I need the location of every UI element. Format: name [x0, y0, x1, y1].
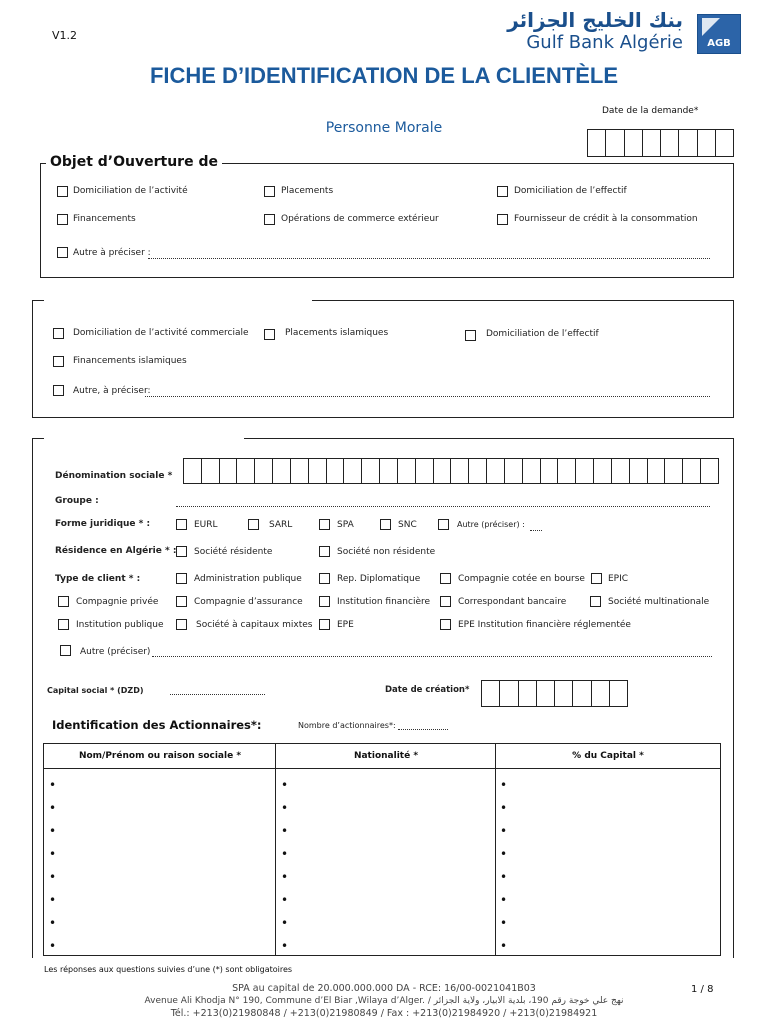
table-row-bullet: •	[500, 801, 508, 815]
type-client-label: Type de client * :	[55, 574, 141, 584]
section-objet-title: Objet d’Ouverture de	[46, 154, 222, 170]
table-row-bullet: •	[49, 778, 57, 792]
table-row-bullet: •	[49, 870, 57, 884]
label-forme-autre: Autre (préciser) :	[457, 520, 525, 529]
footer-phone-line: Tél.: +213(0)21980848 / +213(0)21980849 / Fax : +213(0)21984920 / +213(0)21984921	[170, 1008, 598, 1019]
forme-juridique-label: Forme juridique * :	[55, 519, 151, 529]
table-row-bullet: •	[281, 801, 289, 815]
autre-2-input[interactable]	[145, 396, 710, 397]
footer-capital-line: SPA au capital de 20.000.000.000 DA - RCE: 16/00-0021041B03	[232, 983, 536, 994]
footer-mandatory-note: Les réponses aux questions suivies d’une (*) sont obligatoires	[44, 965, 293, 974]
label-financements: Financements	[73, 214, 136, 224]
checkbox-epic[interactable]	[591, 573, 602, 584]
label-compagnie-privee: Compagnie privée	[76, 597, 159, 607]
checkbox-eurl[interactable]	[176, 519, 187, 530]
groupe-label: Groupe :	[55, 496, 99, 506]
checkbox-epe[interactable]	[319, 619, 330, 630]
capital-input[interactable]	[170, 694, 265, 695]
table-row-bullet: •	[500, 847, 508, 861]
label-correspondant-bancaire: Correspondant bancaire	[458, 597, 567, 607]
checkbox-societe-non-residente[interactable]	[319, 546, 330, 557]
table-row-bullet: •	[49, 916, 57, 930]
table-row-bullet: •	[281, 847, 289, 861]
table-row-bullet: •	[281, 893, 289, 907]
section-islamique-title-gap	[44, 298, 312, 303]
actionnaires-table	[43, 743, 721, 956]
checkbox-societe-residente[interactable]	[176, 546, 187, 557]
table-row-bullet: •	[281, 824, 289, 838]
page-subtitle: Personne Morale	[325, 120, 443, 136]
page-number: 1 / 8	[691, 984, 714, 995]
table-row-bullet: •	[49, 824, 57, 838]
table-row-bullet: •	[49, 801, 57, 815]
checkbox-compagnie-assurance[interactable]	[176, 596, 187, 607]
checkbox-domiciliation-effectif[interactable]	[497, 186, 508, 197]
checkbox-compagnie-privee[interactable]	[58, 596, 69, 607]
label-domiciliation-effectif-2: Domiciliation de l’effectif	[486, 329, 599, 339]
checkbox-commerce-exterieur[interactable]	[264, 214, 275, 225]
table-header-nom: Nom/Prénom ou raison sociale *	[44, 744, 276, 769]
checkbox-placements-islamiques[interactable]	[264, 329, 275, 340]
label-societe-non-residente: Société non résidente	[337, 547, 436, 557]
label-domiciliation-commerciale: Domiciliation de l’activité commerciale	[73, 328, 249, 338]
date-creation-field[interactable]	[481, 680, 628, 707]
checkbox-financements[interactable]	[57, 214, 68, 225]
checkbox-financements-islamiques[interactable]	[53, 356, 64, 367]
checkbox-forme-autre[interactable]	[438, 519, 449, 530]
checkbox-snc[interactable]	[380, 519, 391, 530]
checkbox-rep-diplomatique[interactable]	[319, 573, 330, 584]
table-row-bullet: •	[500, 916, 508, 930]
checkbox-domiciliation-activite[interactable]	[57, 186, 68, 197]
section-identification-title-gap	[44, 436, 244, 441]
forme-autre-input[interactable]	[530, 530, 542, 531]
checkbox-capitaux-mixtes[interactable]	[176, 619, 187, 630]
type-autre-input[interactable]	[152, 656, 712, 657]
checkbox-compagnie-cotee[interactable]	[440, 573, 451, 584]
checkbox-credit-consommation[interactable]	[497, 214, 508, 225]
label-epe: EPE	[337, 620, 354, 630]
label-compagnie-assurance: Compagnie d’assurance	[194, 597, 303, 607]
label-institution-financiere: Institution financière	[337, 597, 431, 607]
table-row-bullet: •	[49, 847, 57, 861]
table-row-bullet: •	[49, 893, 57, 907]
table-divider-2	[495, 744, 496, 955]
checkbox-domiciliation-effectif-2[interactable]	[465, 330, 476, 341]
label-credit-consommation: Fournisseur de crédit à la consommation	[514, 214, 698, 224]
checkbox-spa[interactable]	[319, 519, 330, 530]
checkbox-epe-institution[interactable]	[440, 619, 451, 630]
checkbox-institution-publique[interactable]	[58, 619, 69, 630]
label-rep-diplomatique: Rep. Diplomatique	[337, 574, 421, 584]
page-title: FICHE D’IDENTIFICATION DE LA CLIENTÈLE	[149, 63, 619, 88]
denomination-label: Dénomination sociale *	[55, 471, 173, 481]
checkbox-placements[interactable]	[264, 186, 275, 197]
denomination-field[interactable]	[183, 458, 719, 484]
table-divider-1	[275, 744, 276, 955]
checkbox-domiciliation-commerciale[interactable]	[53, 328, 64, 339]
groupe-input[interactable]	[176, 506, 710, 507]
label-domiciliation-effectif: Domiciliation de l’effectif	[514, 186, 627, 196]
label-epe-institution: EPE Institution financière réglementée	[458, 620, 631, 630]
label-spa: SPA	[337, 520, 354, 530]
bank-logo-icon	[697, 14, 741, 54]
table-row-bullet: •	[500, 824, 508, 838]
checkbox-correspondant-bancaire[interactable]	[440, 596, 451, 607]
label-financements-islamiques: Financements islamiques	[73, 356, 187, 366]
label-sarl: SARL	[269, 520, 293, 530]
label-institution-publique: Institution publique	[76, 620, 164, 630]
table-row-bullet: •	[281, 778, 289, 792]
logo-french-text: Gulf Bank Algérie	[526, 32, 683, 53]
residence-label: Résidence en Algérie * :	[55, 546, 177, 556]
label-eurl: EURL	[194, 520, 218, 530]
label-autre-1: Autre à préciser :	[73, 248, 151, 258]
table-row-bullet: •	[500, 778, 508, 792]
label-snc: SNC	[398, 520, 417, 530]
actionnaires-title: Identification des Actionnaires*:	[52, 718, 262, 732]
label-capitaux-mixtes: Société à capitaux mixtes	[196, 620, 313, 630]
checkbox-sarl[interactable]	[248, 519, 259, 530]
creation-label: Date de création*	[385, 685, 470, 695]
table-row-bullet: •	[500, 893, 508, 907]
label-commerce-exterieur: Opérations de commerce extérieur	[281, 214, 439, 224]
label-compagnie-cotee: Compagnie cotée en bourse	[458, 574, 585, 584]
label-placements-islamiques: Placements islamiques	[285, 328, 389, 338]
table-row-bullet: •	[500, 870, 508, 884]
table-header-nationalite: Nationalité *	[276, 744, 496, 769]
checkbox-type-autre[interactable]	[60, 645, 71, 656]
date-demande-field[interactable]	[587, 129, 734, 157]
checkbox-autre-2[interactable]	[53, 385, 64, 396]
table-row-bullet: •	[49, 939, 57, 953]
table-row-bullet: •	[281, 939, 289, 953]
autre-1-input[interactable]	[148, 258, 710, 259]
date-demande-label: Date de la demande*	[602, 106, 699, 116]
table-header-capital: % du Capital *	[496, 744, 720, 769]
label-societe-residente: Société résidente	[194, 547, 273, 557]
nombre-actionnaires-label: Nombre d’actionnaires*:	[298, 721, 396, 730]
logo-arabic-text: بنك الخليج الجزائر	[507, 8, 683, 32]
table-row-bullet: •	[281, 870, 289, 884]
footer-address-line: Avenue Ali Khodja N° 190, Commune d’El Biar ,Wilaya d’Alger. / نهج علي خوجة رقم 190، بلدية الابيار، ولاية الجزائر	[144, 996, 624, 1006]
checkbox-administration-publique[interactable]	[176, 573, 187, 584]
capital-label: Capital social * (DZD)	[47, 686, 144, 695]
checkbox-institution-financiere[interactable]	[319, 596, 330, 607]
version-label: V1.2	[52, 29, 78, 42]
label-societe-multinationale: Société multinationale	[608, 597, 710, 607]
label-type-autre: Autre (préciser)	[80, 647, 151, 657]
label-autre-2: Autre, à préciser:	[73, 386, 151, 396]
checkbox-societe-multinationale[interactable]	[590, 596, 601, 607]
table-row-bullet: •	[281, 916, 289, 930]
table-row-bullet: •	[500, 939, 508, 953]
checkbox-autre-1[interactable]	[57, 247, 68, 258]
label-epic: EPIC	[608, 574, 629, 584]
logo-badge-text: AGB	[707, 38, 731, 49]
label-domiciliation-activite: Domiciliation de l’activité	[73, 186, 188, 196]
label-administration-publique: Administration publique	[194, 574, 302, 584]
nombre-actionnaires-input[interactable]	[398, 729, 448, 730]
label-placements: Placements	[281, 186, 334, 196]
